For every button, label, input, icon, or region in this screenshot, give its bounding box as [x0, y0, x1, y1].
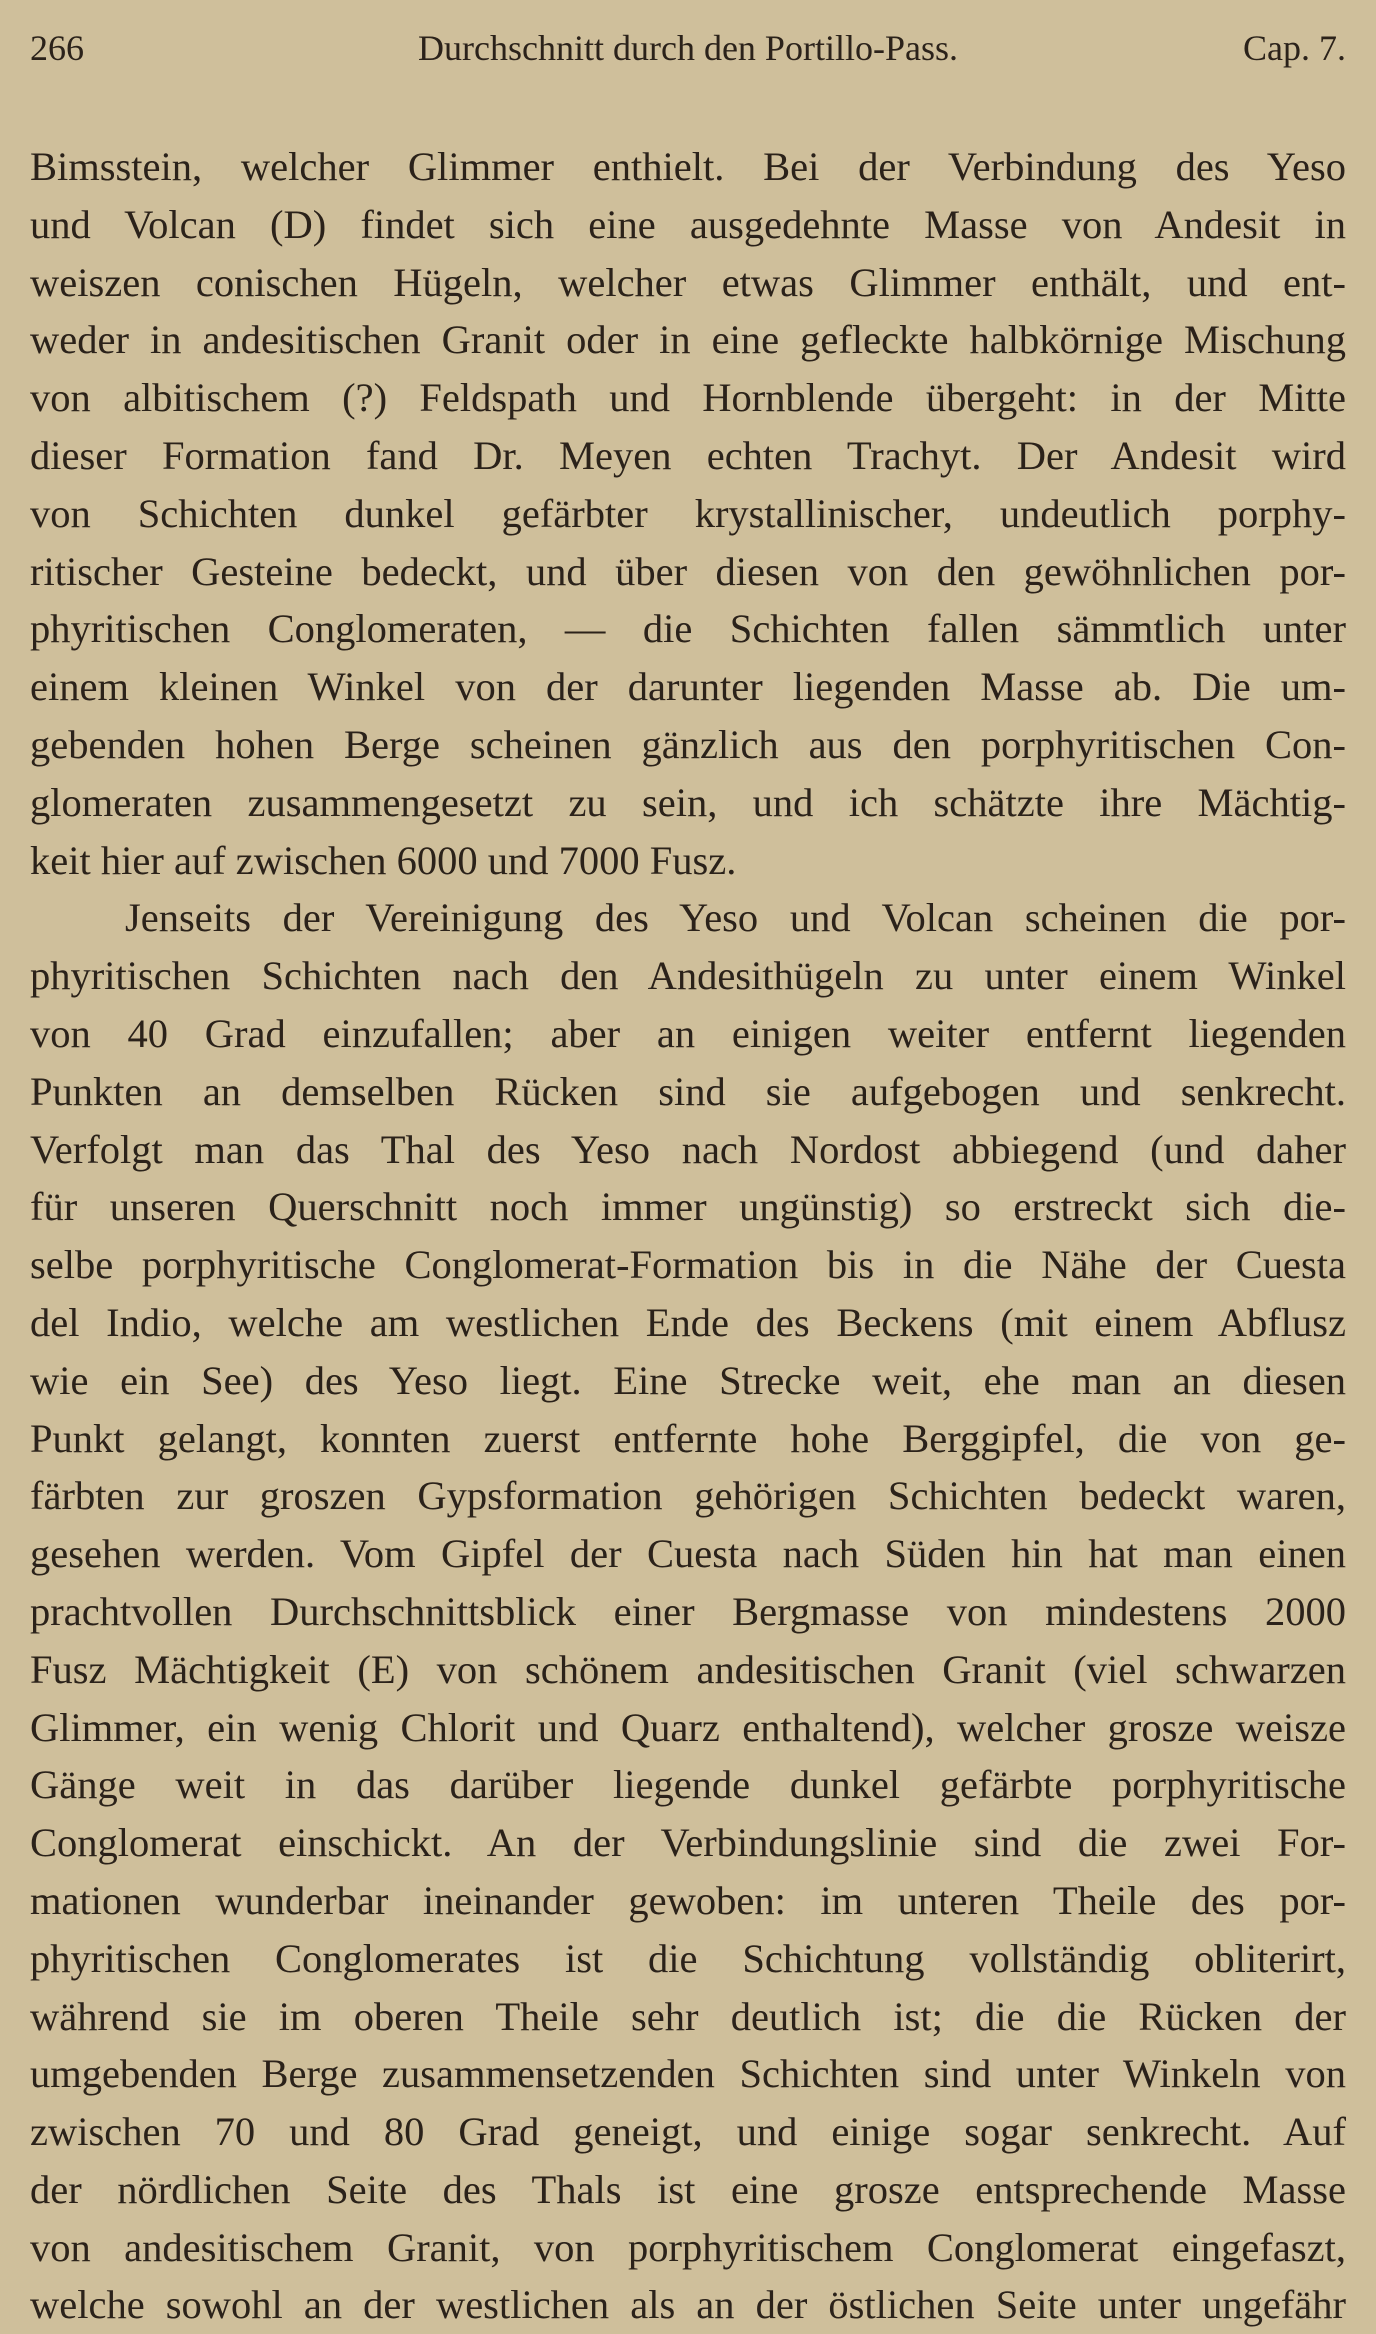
- text-line: Conglomerat einschickt. An der Verbindungslinie sind die zwei For-: [30, 1820, 1346, 1866]
- text-line: dieser Formation fand Dr. Meyen echten Trachyt. Der Andesit wird: [30, 432, 1346, 478]
- text-line: gebenden hohen Berge scheinen gänzlich aus den porphyritischen Con-: [30, 721, 1346, 767]
- text-line: Punkten an demselben Rücken sind sie aufgebogen und senkrecht.: [30, 1068, 1346, 1114]
- text-line: glomeraten zusammengesetzt zu sein, und ich schätzte ihre Mächtig-: [30, 779, 1346, 825]
- text-line: wie ein See) des Yeso liegt. Eine Strecke weit, ehe man an diesen: [30, 1357, 1346, 1403]
- text-line: von andesitischem Granit, von porphyritischem Conglomerat eingefaszt,: [30, 2224, 1346, 2270]
- text-line: Bimsstein, welcher Glimmer enthielt. Bei der Verbindung des Yeso: [30, 144, 1346, 189]
- text-line: phyritischen Schichten nach den Andesithügeln zu unter einem Winkel: [30, 953, 1346, 999]
- text-line: einem kleinen Winkel von der darunter liegenden Masse ab. Die um-: [30, 664, 1346, 710]
- text-line: welche sowohl an der westlichen als an der östlichen Seite unter ungefähr: [30, 2282, 1346, 2328]
- text-line: gesehen werden. Vom Gipfel der Cuesta nach Süden hin hat man einen: [30, 1531, 1346, 1577]
- text-line: für unseren Querschnitt noch immer ungünstig) so erstreckt sich die-: [30, 1184, 1346, 1230]
- chapter-label: Cap. 7.: [1243, 28, 1346, 68]
- paragraph-end-line: keit hier auf zwischen 6000 und 7000 Fusz.: [30, 837, 737, 883]
- text-line: färbten zur groszen Gypsformation gehörigen Schichten bedeckt waren,: [30, 1473, 1346, 1519]
- text-line: von albitischem (?) Feldspath und Hornblende übergeht: in der Mitte: [30, 375, 1346, 421]
- text-line: prachtvollen Durchschnittsblick einer Bergmasse von mindestens 2000: [30, 1588, 1346, 1634]
- text-line: del Indio, welche am westlichen Ende des Beckens (mit einem Abflusz: [30, 1299, 1346, 1345]
- text-line: der nördlichen Seite des Thals ist eine grosze entsprechende Masse: [30, 2166, 1346, 2212]
- text-line: während sie im oberen Theile sehr deutlich ist; die die Rücken der: [30, 1993, 1346, 2039]
- running-title: Durchschnitt durch den Portillo-Pass.: [418, 28, 958, 68]
- text-line: weder in andesitischen Granit oder in eine gefleckte halbkörnige Mischung: [30, 317, 1346, 363]
- text-line: ritischer Gesteine bedeckt, und über diesen von den gewöhnlichen por-: [30, 548, 1346, 594]
- text-line: mationen wunderbar ineinander gewoben: im unteren Theile des por-: [30, 1877, 1346, 1923]
- text-line: zwischen 70 und 80 Grad geneigt, und einige sogar senkrecht. Auf: [30, 2109, 1346, 2155]
- text-line: umgebenden Berge zusammensetzenden Schichten sind unter Winkeln von: [30, 2051, 1346, 2097]
- text-line: Gänge weit in das darüber liegende dunkel gefärbte porphyritische: [30, 1762, 1346, 1808]
- running-header: [30, 18, 1346, 78]
- text-line: Fusz Mächtigkeit (E) von schönem andesitischen Granit (viel schwarzen: [30, 1646, 1346, 1692]
- paragraph-start-line: Jenseits der Vereinigung des Yeso und Volcan scheinen die por-: [125, 895, 1346, 941]
- text-line: phyritischen Conglomerates ist die Schichtung vollständig obliterirt,: [30, 1935, 1346, 1981]
- text-line: phyritischen Conglomeraten, — die Schichten fallen sämmtlich unter: [30, 606, 1346, 652]
- body-text: [30, 138, 1346, 2334]
- text-line: selbe porphyritische Conglomerat-Formation bis in die Nähe der Cuesta: [30, 1242, 1346, 1288]
- text-line: und Volcan (D) findet sich eine ausgedehnte Masse von Andesit in: [30, 201, 1346, 247]
- text-line: weiszen conischen Hügeln, welcher etwas Glimmer enthält, und ent-: [30, 259, 1346, 305]
- text-line: Glimmer, ein wenig Chlorit und Quarz enthaltend), welcher grosze weisze: [30, 1704, 1346, 1750]
- text-line: Punkt gelangt, konnten zuerst entfernte hohe Berggipfel, die von ge-: [30, 1415, 1346, 1461]
- text-line: von 40 Grad einzufallen; aber an einigen weiter entfernt liegenden: [30, 1010, 1346, 1056]
- text-line: von Schichten dunkel gefärbter krystallinischer, undeutlich porphy-: [30, 490, 1346, 536]
- page-number: 266: [30, 28, 84, 68]
- text-line: Verfolgt man das Thal des Yeso nach Nordost abbiegend (und daher: [30, 1126, 1346, 1172]
